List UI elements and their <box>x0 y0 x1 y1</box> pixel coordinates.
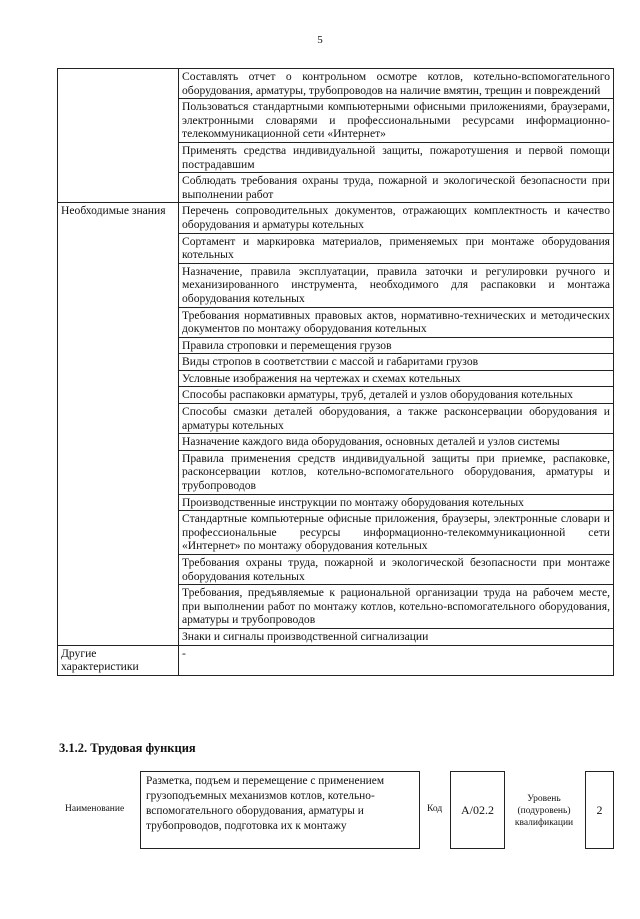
item-cell: Перечень сопроводительных документов, отражающих комплектность и качество оборудования и арматуры котельных <box>179 203 614 233</box>
item-cell: Способы смазки деталей оборудования, а также расконсервации оборудования и арматуры котельных <box>179 404 614 434</box>
function-code-box: A/02.2 <box>450 771 505 849</box>
item-cell: Применять средства индивидуальной защиты, пожаротушения и первой помощи пострадавшим <box>179 142 614 172</box>
qualification-level-box: 2 <box>585 771 614 849</box>
item-cell: Знаки и сигналы производственной сигнализации <box>179 628 614 645</box>
level-label: Уровень (подуровень) квалификации <box>514 794 574 828</box>
table-row <box>58 645 614 675</box>
item-cell: Сортамент и маркировка материалов, применяемых при монтаже оборудования котельных <box>179 233 614 263</box>
item-cell: Производственные инструкции по монтажу оборудования котельных <box>179 494 614 511</box>
item-cell: Способы распаковки арматуры, труб, деталей и узлов оборудования котельных <box>179 387 614 404</box>
name-label: Наименование <box>65 804 125 814</box>
function-name-box: Разметка, подъем и перемещение с применением грузоподъемных механизмов котлов, котельно-вспомогательного оборудования, арматуры и трубопроводов, подготовка их к монтажу <box>140 771 420 849</box>
item-cell: Составлять отчет о контрольном осмотре котлов, котельно-вспомогательного оборудования, арматуры, трубопроводов на наличие вмятин, трещин и повреждений <box>179 69 614 99</box>
page-number: 5 <box>317 34 323 46</box>
item-cell: Соблюдать требования охраны труда, пожарной и экологической безопасности при выполнении работ <box>179 173 614 203</box>
table-row <box>58 69 614 99</box>
item-cell: Требования, предъявляемые к рациональной организации труда на рабочем месте, при выполнении работ по монтажу котлов, котельно-вспомогательного оборудования, арматуры и трубопроводов <box>179 585 614 629</box>
knowledge-skills-table <box>57 68 614 676</box>
item-cell: Требования нормативных правовых актов, нормативно-технических и методических документов по монтажу оборудования котельных <box>179 307 614 337</box>
table-body <box>58 69 614 676</box>
item-cell: Требования охраны труда, пожарной и экологической безопасности при монтаже оборудования котельных <box>179 555 614 585</box>
labor-function-row <box>57 771 614 851</box>
category-cell <box>58 69 179 203</box>
table-row <box>58 203 614 233</box>
item-cell: - <box>179 645 614 675</box>
item-cell: Правила строповки и перемещения грузов <box>179 337 614 354</box>
code-label: Код <box>427 804 443 814</box>
item-cell: Пользоваться стандартными компьютерными офисными приложениями, браузерами, электронными словарями и профессиональными ресурсами информационно-телекоммуникационной сети «Интернет» <box>179 99 614 143</box>
category-cell: Другие характеристики <box>58 645 179 675</box>
item-cell: Назначение, правила эксплуатации, правила заточки и регулировки ручного и механизированного инструмента, необходимого для распаковки и монтажа оборудования котельных <box>179 263 614 307</box>
item-cell: Стандартные компьютерные офисные приложения, браузеры, электронные словари и профессиональные ресурсы информационно-телекоммуникационной сети «Интернет» по монтажу оборудования котельных <box>179 511 614 555</box>
item-cell: Виды стропов в соответствии с массой и габаритами грузов <box>179 354 614 371</box>
section-title: 3.1.2. Трудовая функция <box>59 741 196 755</box>
category-cell: Необходимые знания <box>58 203 179 645</box>
item-cell: Условные изображения на чертежах и схемах котельных <box>179 370 614 387</box>
item-cell: Правила применения средств индивидуальной защиты при приемке, распаковке, расконсервации котлов, котельно-вспомогательного оборудования, арматуры и трубопроводов <box>179 450 614 494</box>
item-cell: Назначение каждого вида оборудования, основных деталей и узлов системы <box>179 434 614 451</box>
